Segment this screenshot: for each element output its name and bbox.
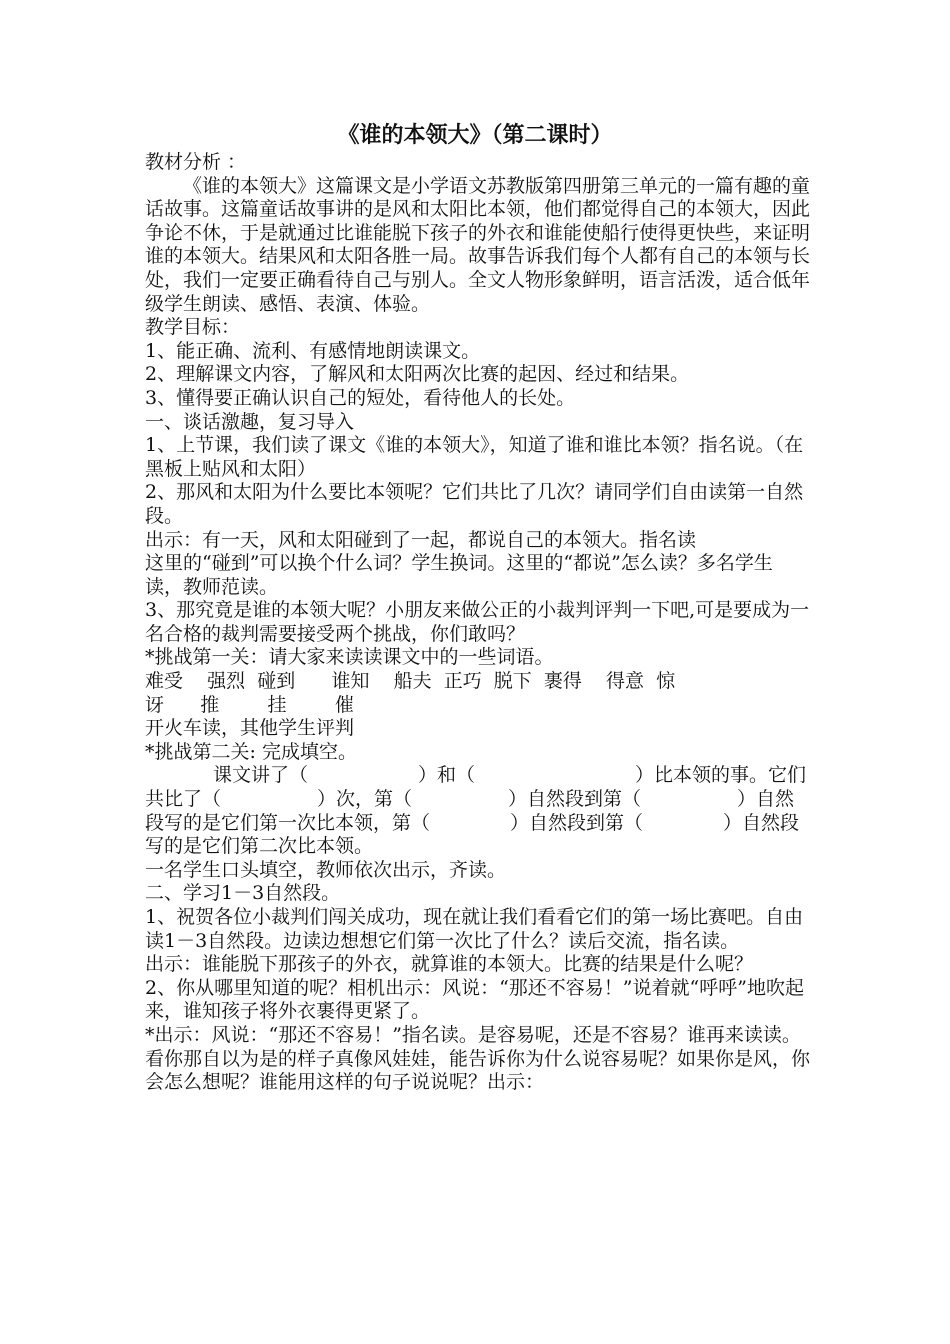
challenge-one: *挑战第一关：请大家来读读课文中的一些词语。 [145, 646, 554, 669]
fill-text: ）自然段写的是它们第二次比本领。 [145, 811, 800, 858]
goal-item: 3、懂得要正确认识自己的短处，看待他人的长处。 [145, 386, 576, 409]
paragraph: 出示：谁能脱下那孩子的外衣，就算谁的本领大。比赛的结果是什么呢？ [145, 953, 754, 976]
document-title: 《谁的本领大》（第二课时） [337, 122, 613, 148]
analysis-paragraph: 《谁的本领大》这篇课文是小学语文苏教版第四册第三单元的一篇有趣的童话故事。这篇童话故事讲的是风和太阳比本领，他们都觉得自己的本领大，因此争论不休，于是就通过比谁能脱下孩子的外衣和谁能使船行使得更快些，来证明谁的本领大。结果风和太阳各胜一局。故事告诉我们每个人都有自己的本领与长处，我们一定要正确看待自己与别人。全文人物形象鲜明，语言活泼，适合低年级学生朗读、感悟、表演、体验。 [145, 174, 811, 315]
part1-heading: 一、谈话激趣，复习导入 [145, 410, 355, 433]
fill-text: ）和（ [418, 764, 476, 787]
part2-heading: 二、学习1－3自然段。 [145, 882, 341, 905]
paragraph: 这里的“碰到”可以换个什么词？学生换词。这里的“都说”怎么读？多名学生读，教师范读。 [145, 552, 773, 598]
document-body [145, 151, 810, 1095]
challenge-two: *挑战第二关: 完成填空。 [145, 740, 357, 763]
paragraph: 1、祝贺各位小裁判们闯关成功，现在就让我们看看它们的第一场比赛吧。自由读1－3自然段。边读边想想它们第一次比了什么？读后交流，指名读。 [145, 906, 804, 952]
goal-item: 2、理解课文内容，了解风和太阳两次比赛的起因、经过和结果。 [145, 363, 690, 386]
paragraph: 2、那风和太阳为什么要比本领呢？它们共比了几次？请同学们自由读第一自然段。 [145, 481, 804, 527]
fill-in-blank-paragraph [145, 764, 810, 858]
paragraph: 3、那究竟是谁的本领大呢？小朋友来做公正的小裁判评判一下吧,可是要成为一名合格的裁判需要接受两个挑战，你们敢吗？ [145, 599, 810, 645]
fill-text: ）自然段到第（ [510, 811, 644, 834]
paragraph: 出示：有一天，风和太阳碰到了一起，都说自己的本领大。指名读 [145, 528, 697, 551]
paragraph: 2、你从哪里知道的呢？相机出示：风说：“那还不容易！”说着就“呼呼”地吹起来，谁知孩子将外衣裹得更紧了。 [145, 976, 804, 1023]
word-list-line: 讶 推 挂 催 [145, 693, 354, 716]
paragraph: 开火车读，其他学生评判 [145, 717, 355, 740]
paragraph: *出示：风说：“那还不容易！”指名读。是容易呢，还是不容易？谁再来读读。看你那自以为是的样子真像风娃娃，能告诉你为什么说容易呢？如果你是风，你会怎么想呢？谁能用这样的句子说说呢？出示： [145, 1023, 811, 1094]
word-list-line: 难受 强烈 碰到 谁知 船夫 正巧 脱下 裹得 得意 惊 [145, 670, 676, 693]
fill-text: ）次，第（ [317, 788, 413, 811]
fill-text: 课文讲了（ [213, 764, 309, 787]
fill-text: ）自然段写的是它们第一次比本领，第（ [145, 788, 795, 834]
goal-item: 1、能正确、流利、有感情地朗读课文。 [145, 339, 481, 362]
section-label-goals: 教学目标： [145, 316, 241, 339]
section-label-analysis: 教材分析 ： [145, 151, 247, 173]
fill-text: ）比本领的事。它们共比了（ [145, 764, 807, 811]
fill-text: ）自然段到第（ [508, 788, 642, 811]
paragraph: 一名学生口头填空，教师依次出示，齐读。 [145, 858, 507, 881]
paragraph: 1、上节课，我们读了课文《谁的本领大》，知道了谁和谁比本领？指名说。（在黑板上贴风和太阳） [145, 434, 804, 480]
